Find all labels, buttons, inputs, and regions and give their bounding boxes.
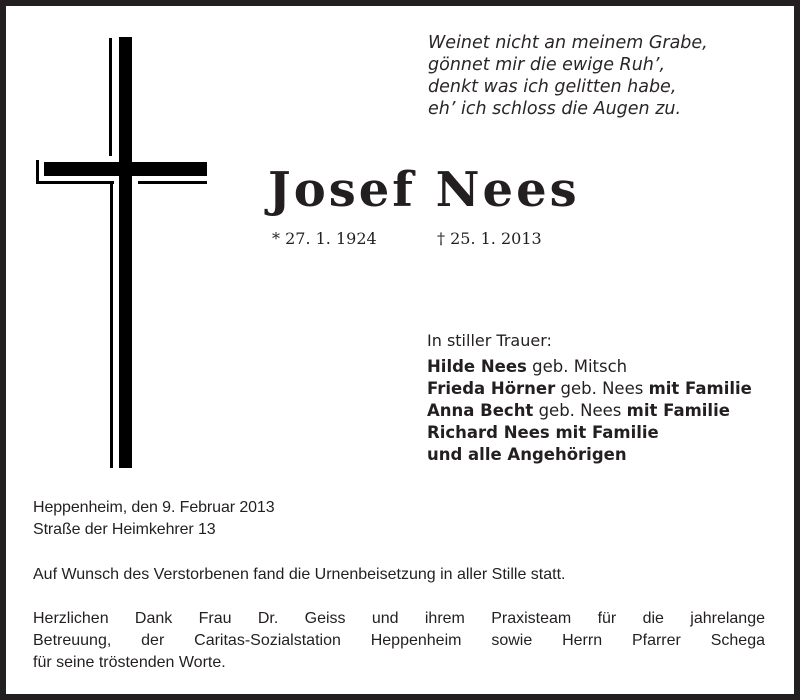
place-block (33, 497, 275, 541)
mourner-name: und alle Angehörigen (427, 445, 627, 464)
mourner-name: Hilde Nees (427, 357, 527, 376)
address-line: Straße der Heimkehrer 13 (33, 521, 216, 538)
mourner-name: Anna Becht (427, 401, 534, 420)
thanks-line: Herzlichen Dank Frau Dr. Geiss und ihrem Praxisteam für die jahrelange (33, 610, 765, 627)
mourner-row (427, 400, 752, 422)
death-date: † 25. 1. 2013 (437, 229, 542, 248)
mourner-name: Richard Nees mit Familie (427, 423, 659, 442)
cross-right-shadow-line (138, 181, 207, 184)
mourners-block (427, 330, 752, 466)
mourners-label: In stiller Trauer: (427, 331, 552, 350)
mourner-row (427, 378, 752, 400)
life-dates (272, 228, 542, 250)
mourner-row (427, 444, 752, 466)
poem-line: eh’ ich schloss die Augen zu. (428, 99, 682, 119)
deceased-name: Josef Nees (268, 162, 580, 218)
cross-upper-shadow-line (109, 38, 112, 156)
thanks-line: Betreuung, der Caritas-Sozialstation Heppenheim sowie Herrn Pfarrer Schega (33, 632, 765, 649)
mourner-maiden-name: geb. Nees (555, 379, 649, 398)
cross-horizontal-beam (44, 162, 207, 176)
mourner-name: Frieda Hörner (427, 379, 556, 398)
thanks-paragraph (33, 608, 765, 674)
birth-date: * 27. 1. 1924 (272, 229, 377, 248)
mourner-suffix: mit Familie (648, 379, 752, 398)
poem-line: gönnet mir die ewige Ruh’, (428, 55, 666, 75)
cross-left-shadow-line (36, 181, 114, 184)
poem-line: denkt was ich gelitten habe, (428, 77, 677, 97)
poem-line: Weinet nicht an meinem Grabe, (428, 33, 708, 53)
mourner-maiden-name: geb. Nees (533, 401, 627, 420)
place-date-line: Heppenheim, den 9. Februar 2013 (33, 499, 275, 516)
cross-vertical-beam (119, 37, 132, 468)
burial-note: Auf Wunsch des Verstorbenen fand die Urnenbeisetzung in aller Stille statt. (33, 566, 566, 583)
poem (428, 32, 708, 120)
mourner-maiden-name: geb. Mitsch (526, 357, 628, 376)
thanks-line: für seine tröstenden Worte. (33, 654, 226, 671)
cross-lower-shadow-line (110, 181, 113, 468)
mourner-suffix: mit Familie (626, 401, 730, 420)
mourner-row (427, 356, 752, 378)
mourner-row (427, 422, 752, 444)
